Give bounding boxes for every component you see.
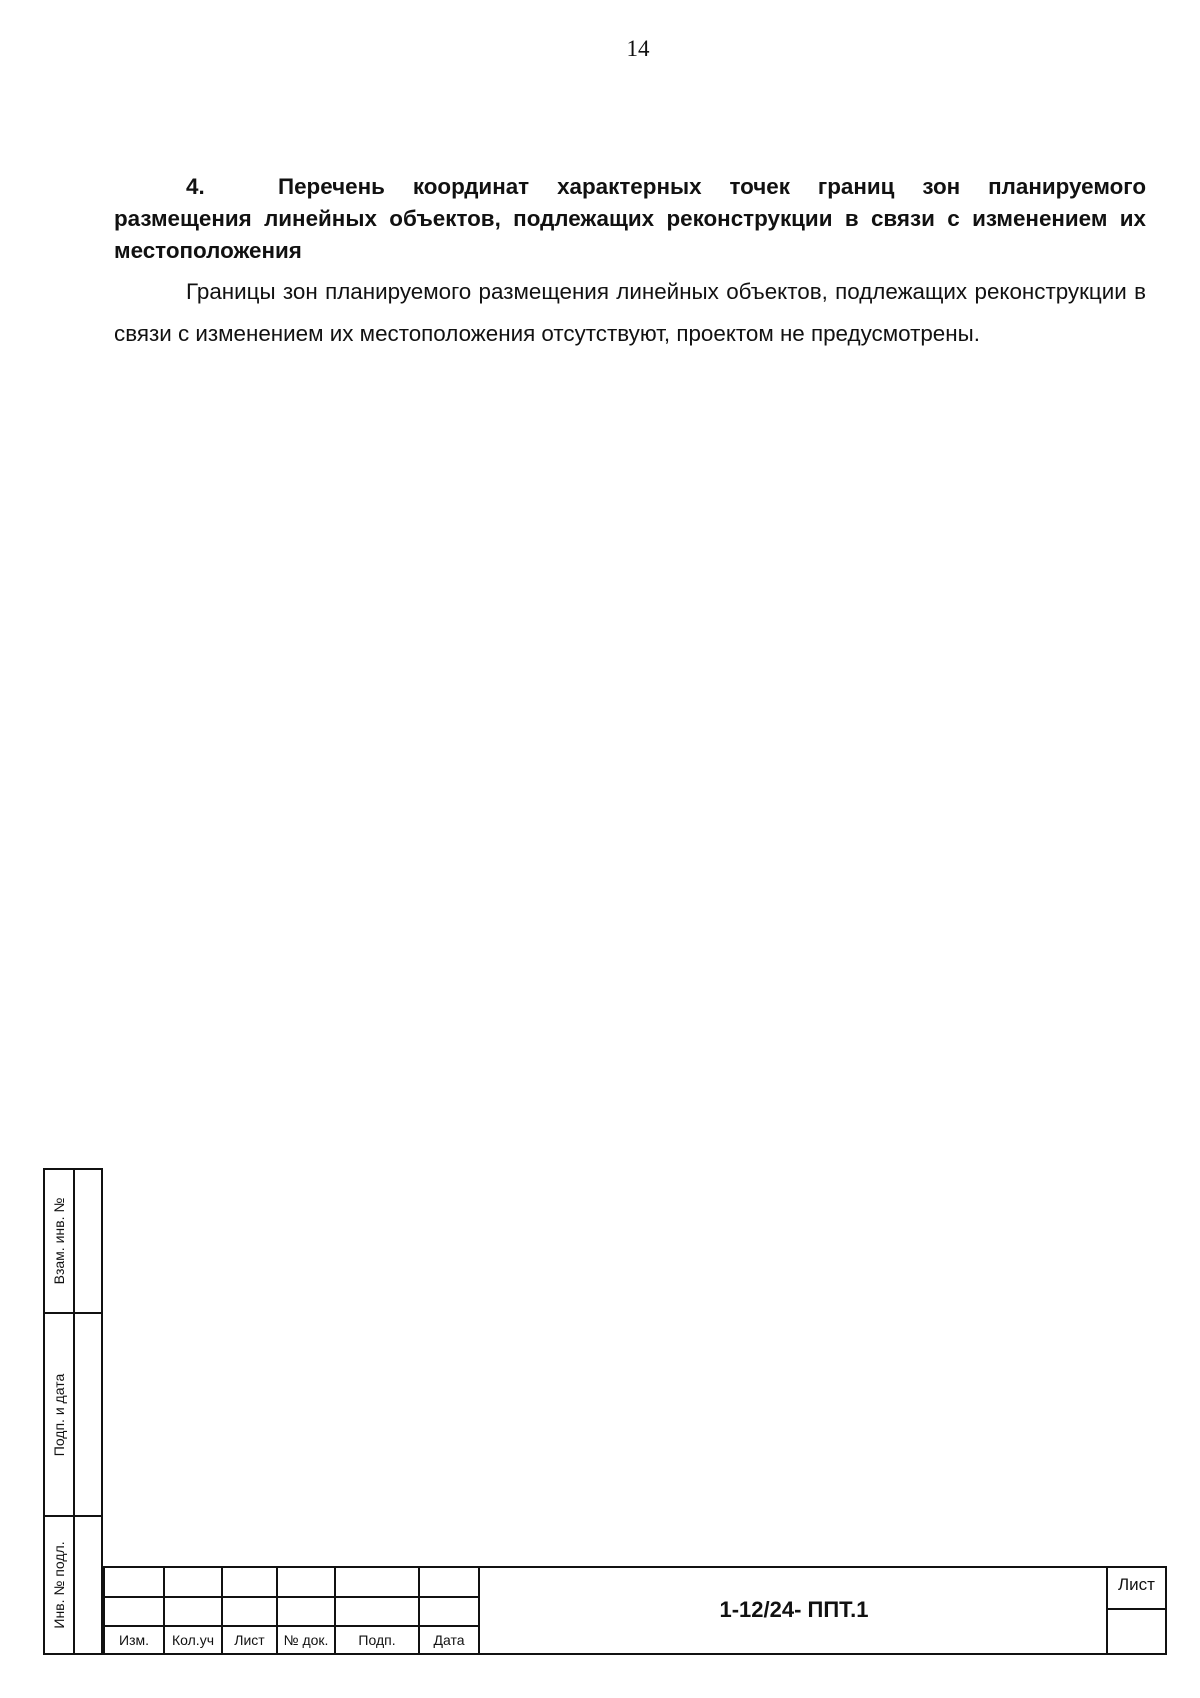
col-podp: Подп. bbox=[358, 1632, 396, 1648]
section-heading bbox=[114, 171, 1146, 267]
podp-data-cell bbox=[45, 1314, 73, 1515]
section-4 bbox=[114, 171, 1146, 355]
zam-inv-label: Взам. инв. № bbox=[51, 1197, 67, 1285]
section-heading-text: Перечень координат характерных точек границ зон планируемого размещения линейных объектов, подлежащих реконструкции в связи с изменением их местоположения bbox=[114, 174, 1146, 263]
tb-row-line bbox=[105, 1596, 480, 1598]
section-number: 4. bbox=[186, 174, 205, 199]
zam-inv-cell bbox=[45, 1170, 73, 1312]
podp-data-label: Подп. и дата bbox=[51, 1373, 67, 1456]
side-stamp-divider bbox=[73, 1170, 75, 1653]
inv-podl-label: Инв. № подл. bbox=[51, 1541, 67, 1629]
sheet-label: Лист bbox=[1118, 1575, 1155, 1594]
title-block bbox=[103, 1566, 1167, 1655]
document-code: 1-12/24- ППТ.1 bbox=[719, 1597, 869, 1622]
section-body: Границы зон планируемого размещения линейных объектов, подлежащих реконструкции в связи с изменением их местоположения отсутствуют, проектом не предусмотрены. bbox=[114, 279, 1146, 346]
col-no-dok: № док. bbox=[283, 1632, 329, 1648]
inv-podl-cell bbox=[45, 1517, 73, 1653]
col-izm: Изм. bbox=[119, 1632, 149, 1648]
col-list: Лист bbox=[234, 1632, 265, 1648]
page-number: 14 bbox=[626, 36, 650, 61]
tb-row-line bbox=[105, 1625, 480, 1627]
side-stamp bbox=[43, 1168, 103, 1655]
col-kol-uch: Кол.уч bbox=[172, 1632, 214, 1648]
col-data: Дата bbox=[433, 1632, 465, 1648]
